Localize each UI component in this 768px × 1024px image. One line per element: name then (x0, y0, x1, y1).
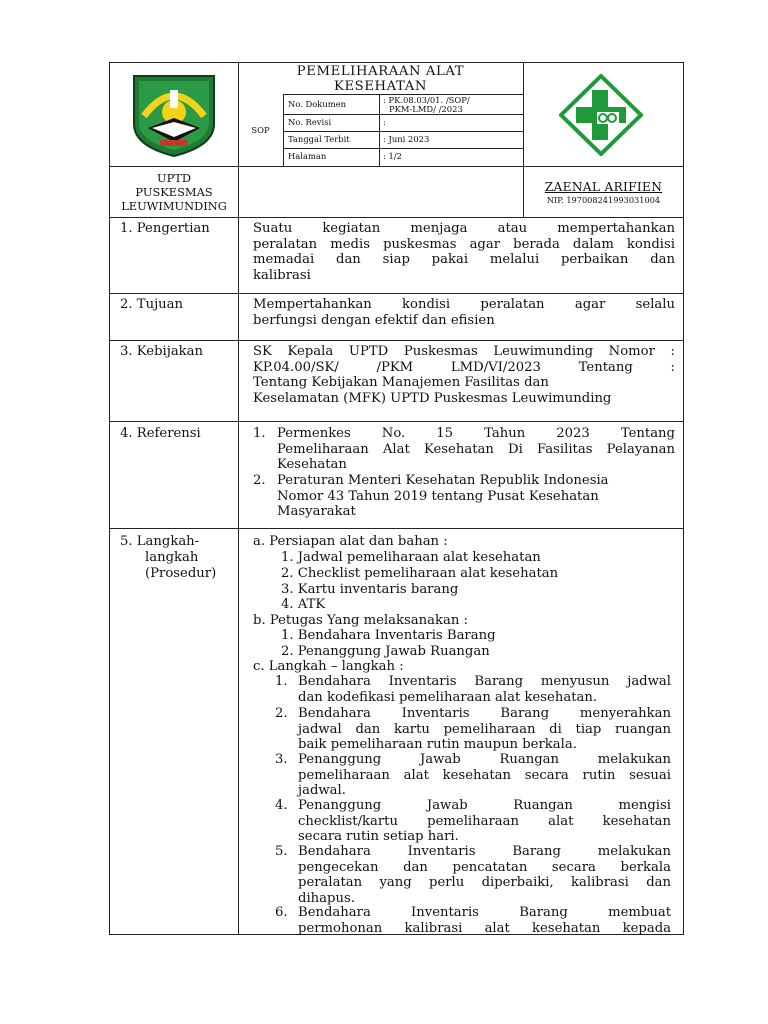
kebijakan-line: Tentang Kebijakan Manajemen Fasilitas dan (253, 375, 549, 391)
table-border-top (109, 62, 684, 63)
pengertian-line: kalibrasi (253, 267, 311, 283)
sop-label: SOP (251, 125, 270, 135)
document-title-line2: KESEHATAN (334, 79, 427, 94)
kebijakan-line: Keselamatan (MFK) UPTD Puskesmas Leuwimunding (253, 390, 612, 406)
prosedur-b-item: 1. Bendahara Inventaris Barang (281, 628, 496, 643)
no-dokumen-label: No. Dokumen (288, 99, 347, 109)
referensi-line: Masyarakat (277, 504, 356, 520)
header-divider-sop (283, 94, 284, 166)
prosedur-c-line: permohonan kalibrasi alat kesehatan kepada (298, 920, 671, 936)
referensi-line: Permenkes No. 15 Tahun 2023 Tentang (277, 426, 675, 441)
halaman-label: Halaman (288, 151, 327, 161)
prosedur-c-item (298, 798, 671, 845)
pengertian-line: memadai dan siap pakai melalui perbaikan dan (253, 252, 675, 268)
section-label-tujuan: 2. Tujuan (120, 297, 184, 312)
header-line (283, 148, 523, 149)
prosedur-b-item: 2. Penanggung Jawab Ruangan (281, 644, 490, 659)
regency-emblem-icon (130, 72, 218, 158)
prosedur-c-num: 5. (275, 844, 288, 859)
prosedur-c-num: 1. (275, 674, 288, 689)
prosedur-c-line: Bendahara Inventaris Barang membuat (298, 905, 671, 920)
section-divider (109, 421, 684, 422)
section-label-prosedur: 5. Langkah- (120, 534, 200, 549)
section-label-prosedur-line2: langkah (145, 550, 199, 565)
prosedur-c-line: pemeliharaan alat kesehatan secara rutin sesuai (298, 767, 671, 783)
prosedur-c-line: Bendahara Inventaris Barang menyusun jadwal (298, 674, 671, 689)
section-divider (109, 293, 684, 294)
no-dokumen-value: : PK.08.03/01. /SOP/ (383, 95, 470, 105)
section-label-pengertian: 1. Pengertian (120, 221, 210, 236)
prosedur-c-line: dan kodefikasi pemeliharaan alat kesehatan. (298, 689, 598, 705)
section-divider (109, 528, 684, 529)
no-dokumen-value-line2: PKM-LMD/ /2023 (389, 104, 463, 114)
header-divider-values (379, 94, 380, 166)
prosedur-a-heading: a. Persiapan alat dan bahan : (253, 534, 448, 549)
header-line (109, 166, 684, 167)
halaman-value: : 1/2 (383, 151, 402, 161)
table-border-right (683, 62, 684, 935)
prosedur-c-num: 2. (275, 706, 288, 721)
prosedur-c-num: 4. (275, 798, 288, 813)
prosedur-c-line: Bendahara Inventaris Barang melakukan (298, 844, 671, 859)
prosedur-a-item: 3. Kartu inventaris barang (281, 582, 459, 597)
section-label-kebijakan: 3. Kebijakan (120, 344, 204, 359)
prosedur-b-heading: b. Petugas Yang melaksanakan : (253, 613, 468, 628)
section-label-prosedur-line3: (Prosedur) (145, 566, 217, 581)
prosedur-c-line: Bendahara Inventaris Barang menyerahkan (298, 706, 671, 721)
kebijakan-text (253, 344, 675, 406)
prosedur-c-line: dihapus. (298, 890, 355, 906)
prosedur-c-heading: c. Langkah – langkah : (253, 659, 404, 674)
no-revisi-label: No. Revisi (288, 117, 332, 127)
tanggal-terbit-value: : Juni 2023 (383, 134, 430, 144)
prosedur-c-line: peralatan yang perlu diperbaiki, kalibrasi dan (298, 875, 671, 891)
org-name-line1: UPTD (157, 171, 191, 185)
tujuan-line: berfungsi dengan efektif dan efisien (253, 312, 495, 328)
prosedur-c-item (298, 905, 671, 936)
org-name-line3: LEUWIMUNDING (121, 199, 227, 213)
kebijakan-line: KP.04.00/SK/ /PKM LMD/VI/2023 Tentang : (253, 359, 675, 375)
column-divider (238, 62, 239, 935)
prosedur-c-line: secara rutin setiap hari. (298, 829, 459, 845)
prosedur-c-item (298, 844, 671, 906)
prosedur-c-line: checklist/kartu pemeliharaan alat kesehatan (298, 813, 671, 829)
referensi-line: Nomor 43 Tahun 2019 tentang Pusat Kesehatan (277, 488, 599, 504)
referensi-item (277, 426, 675, 473)
pengertian-line: peralatan medis puskesmas agar berada dalam kondisi (253, 236, 675, 252)
referensi-line: Pemeliharaan Alat Kesehatan Di Fasilitas Pelayanan (277, 441, 675, 457)
prosedur-c-line: jadwal dan kartu pemeliharaan di tiap ruangan (298, 721, 671, 737)
prosedur-a-item: 1. Jadwal pemeliharaan alat kesehatan (281, 550, 541, 565)
signer-nip: NIP. 197008241993031004 (546, 195, 661, 205)
prosedur-a-item: 2. Checklist pemeliharaan alat kesehatan (281, 566, 559, 581)
referensi-line: Kesehatan (277, 457, 347, 473)
pengertian-line: Suatu kegiatan menjaga atau mempertahankan (253, 221, 675, 236)
signer-name: ZAENAL ARIFIEN (544, 180, 663, 194)
kebijakan-line: SK Kepala UPTD Puskesmas Leuwimunding Nomor : (253, 344, 675, 359)
pengertian-text (253, 221, 675, 283)
puskesmas-logo-icon (559, 74, 643, 156)
prosedur-c-item (298, 674, 671, 705)
tujuan-line: Mempertahankan kondisi peralatan agar selalu (253, 297, 675, 312)
prosedur-c-item (298, 752, 671, 799)
referensi-num: 1. (253, 426, 266, 441)
prosedur-c-line: baik pemeliharaan rutin maupun berkala. (298, 737, 577, 753)
referensi-num: 2. (253, 473, 266, 488)
prosedur-c-line: jadwal. (298, 783, 346, 799)
section-divider (109, 340, 684, 341)
prosedur-c-line: Penanggung Jawab Ruangan mengisi (298, 798, 671, 813)
prosedur-c-num: 3. (275, 752, 288, 767)
prosedur-c-line: pengecekan dan pencatatan secara berkala (298, 859, 671, 875)
prosedur-c-item (298, 706, 671, 753)
no-revisi-value: : (383, 117, 386, 127)
org-name-line2: PUSKESMAS (135, 185, 213, 199)
tanggal-terbit-label: Tanggal Terbit (288, 134, 350, 144)
document-title-line1: PEMELIHARAAN ALAT (296, 64, 465, 79)
prosedur-c-line: Penanggung Jawab Ruangan melakukan (298, 752, 671, 767)
tujuan-text (253, 297, 675, 328)
header-line (283, 131, 523, 132)
header-line (109, 217, 684, 218)
prosedur-a-item: 4. ATK (281, 597, 326, 612)
referensi-item (277, 473, 675, 520)
prosedur-c-num: 6. (275, 905, 288, 920)
section-label-referensi: 4. Referensi (120, 426, 201, 441)
referensi-line: Peraturan Menteri Kesehatan Republik Indonesia (277, 473, 609, 488)
